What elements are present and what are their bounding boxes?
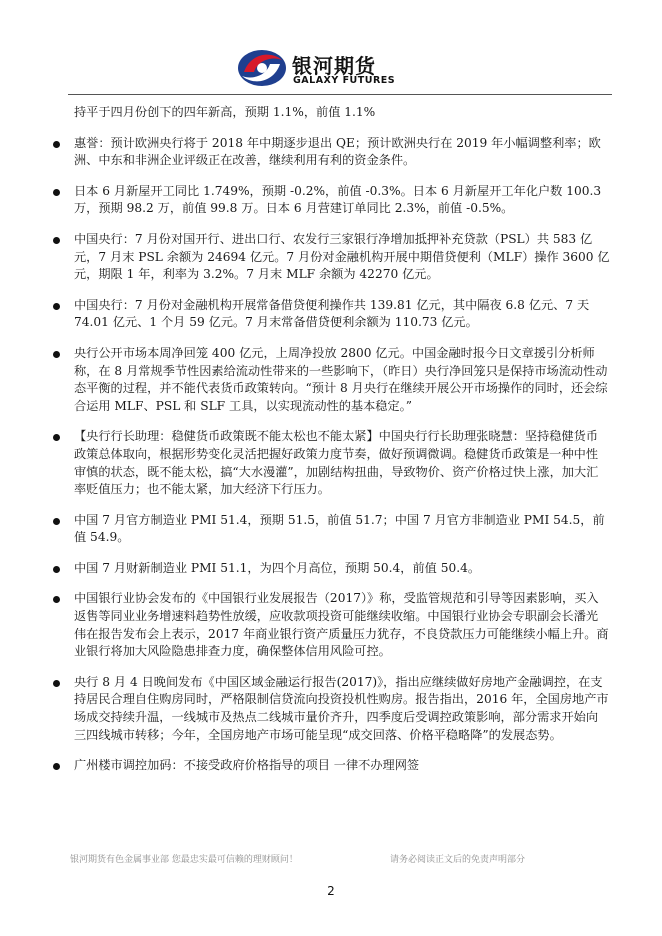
page-number: 2 [327, 884, 335, 898]
news-item: 中国央行：7 月份对金融机构开展常备借贷便利操作共 139.81 亿元，其中隔夜 6.8 亿元、7 天 74.01 亿元、1 个月 59 亿元。7 月末常备借贷便利余额为 110.73 亿元。 [50, 297, 610, 332]
page-footer [0, 852, 662, 872]
news-item: 惠誉：预计欧洲央行将于 2018 年中期逐步退出 QE；预计欧洲央行在 2019 年小幅调整利率；欧洲、中东和非洲企业评级正在改善，继续利用有利的资金条件。 [50, 135, 610, 170]
footer-disclaimer-note: 请务必阅读正文后的免责声明部分 [390, 855, 526, 865]
galaxy-futures-logo-icon [236, 46, 288, 90]
brand-name-cn: 银河期货 [292, 54, 376, 78]
news-item: 央行 8 月 4 日晚间发布《中国区域金融运行报告(2017)》，指出应继续做好房地产金融调控，在支持居民合理自住购房同时，严格限制信贷流向投资投机性购房。报告指出，2016 年，全国房地产市场成交持续升温，一线城市及热点二线城市量价齐升，四季度后受调控政策影响，部分需求开始向三四线城市转移；今年，全国房地产市场可能呈现“成交回落、价格平稳略降”的发展态势。 [50, 674, 610, 744]
news-body [50, 104, 610, 788]
news-item: 中国 7 月官方制造业 PMI 51.4，预期 51.5，前值 51.7；中国 7 月官方非制造业 PMI 54.5，前值 54.9。 [50, 512, 610, 547]
page-header [0, 0, 662, 98]
news-item: 中国 7 月财新制造业 PMI 51.1，为四个月高位，预期 50.4，前值 50.4。 [50, 560, 610, 578]
news-item: 央行公开市场本周净回笼 400 亿元，上周净投放 2800 亿元。中国金融时报今日文章援引分析师称，在 8 月常规季节性因素给流动性带来的一些影响下，（昨日）央行净回笼只是保持市场流动性动态平衡的过程，并不能代表货币政策转向。“预计 8 月央行在继续开展公开市场操作的同时，还会综合运用 MLF、PSL 和 SLF 工具，以实现流动性的基本稳定。” [50, 345, 610, 415]
news-bullet-list [50, 135, 610, 775]
lead-paragraph: 持平于四月份创下的四年新高，预期 1.1%，前值 1.1% [74, 105, 376, 119]
footer-slogan: 银河期货有色金属事业部 您最忠实最可信赖的理财顾问！ [70, 855, 298, 865]
news-item: 广州楼市调控加码：不接受政府价格指导的项目 一律不办理网签 [50, 757, 610, 775]
news-item: 中国央行：7 月份对国开行、进出口行、农发行三家银行净增加抵押补充贷款（PSL）共 583 亿元，7 月末 PSL 余额为 24694 亿元。7 月份对金融机构开展中期借贷便利（MLF）操作 3600 亿元，期限 1 年，利率为 3.2%。7 月末 MLF 余额为 42270 亿元。 [50, 231, 610, 284]
brand-name-en: GALAXY FUTURES [293, 75, 396, 86]
news-item: 【央行行长助理：稳健货币政策既不能太松也不能太紧】中国央行行长助理张晓慧：坚持稳健货币政策总体取向，根据形势变化灵活把握好政策力度节奏，做好预调微调。稳健货币政策是一种中性审慎的状态，既不能太松，搞“大水漫灌”，加剧结构扭曲，导致物价、资产价格过快上涨，加大汇率贬值压力；也不能太紧，加大经济下行压力。 [50, 428, 610, 498]
header-divider [68, 94, 612, 95]
news-item: 中国银行业协会发布的《中国银行业发展报告（2017）》称，受监管规范和引导等因素影响，买入返售等同业业务增速料趋势性放缓，应收款项投资可能继续收缩。中国银行业协会专职副会长潘光伟在报告发布会上表示，2017 年商业银行资产质量压力犹存，不良贷款压力可能继续小幅上升。商业银行将加大风险隐患排查力度，确保整体信用风险可控。 [50, 590, 610, 660]
news-item: 日本 6 月新屋开工同比 1.749%，预期 -0.2%，前值 -0.3%。日本 6 月新屋开工年化户数 100.3 万，预期 98.2 万，前值 99.8 万。日本 6 月营建订单同比 2.3%，前值 -0.5%。 [50, 183, 610, 218]
